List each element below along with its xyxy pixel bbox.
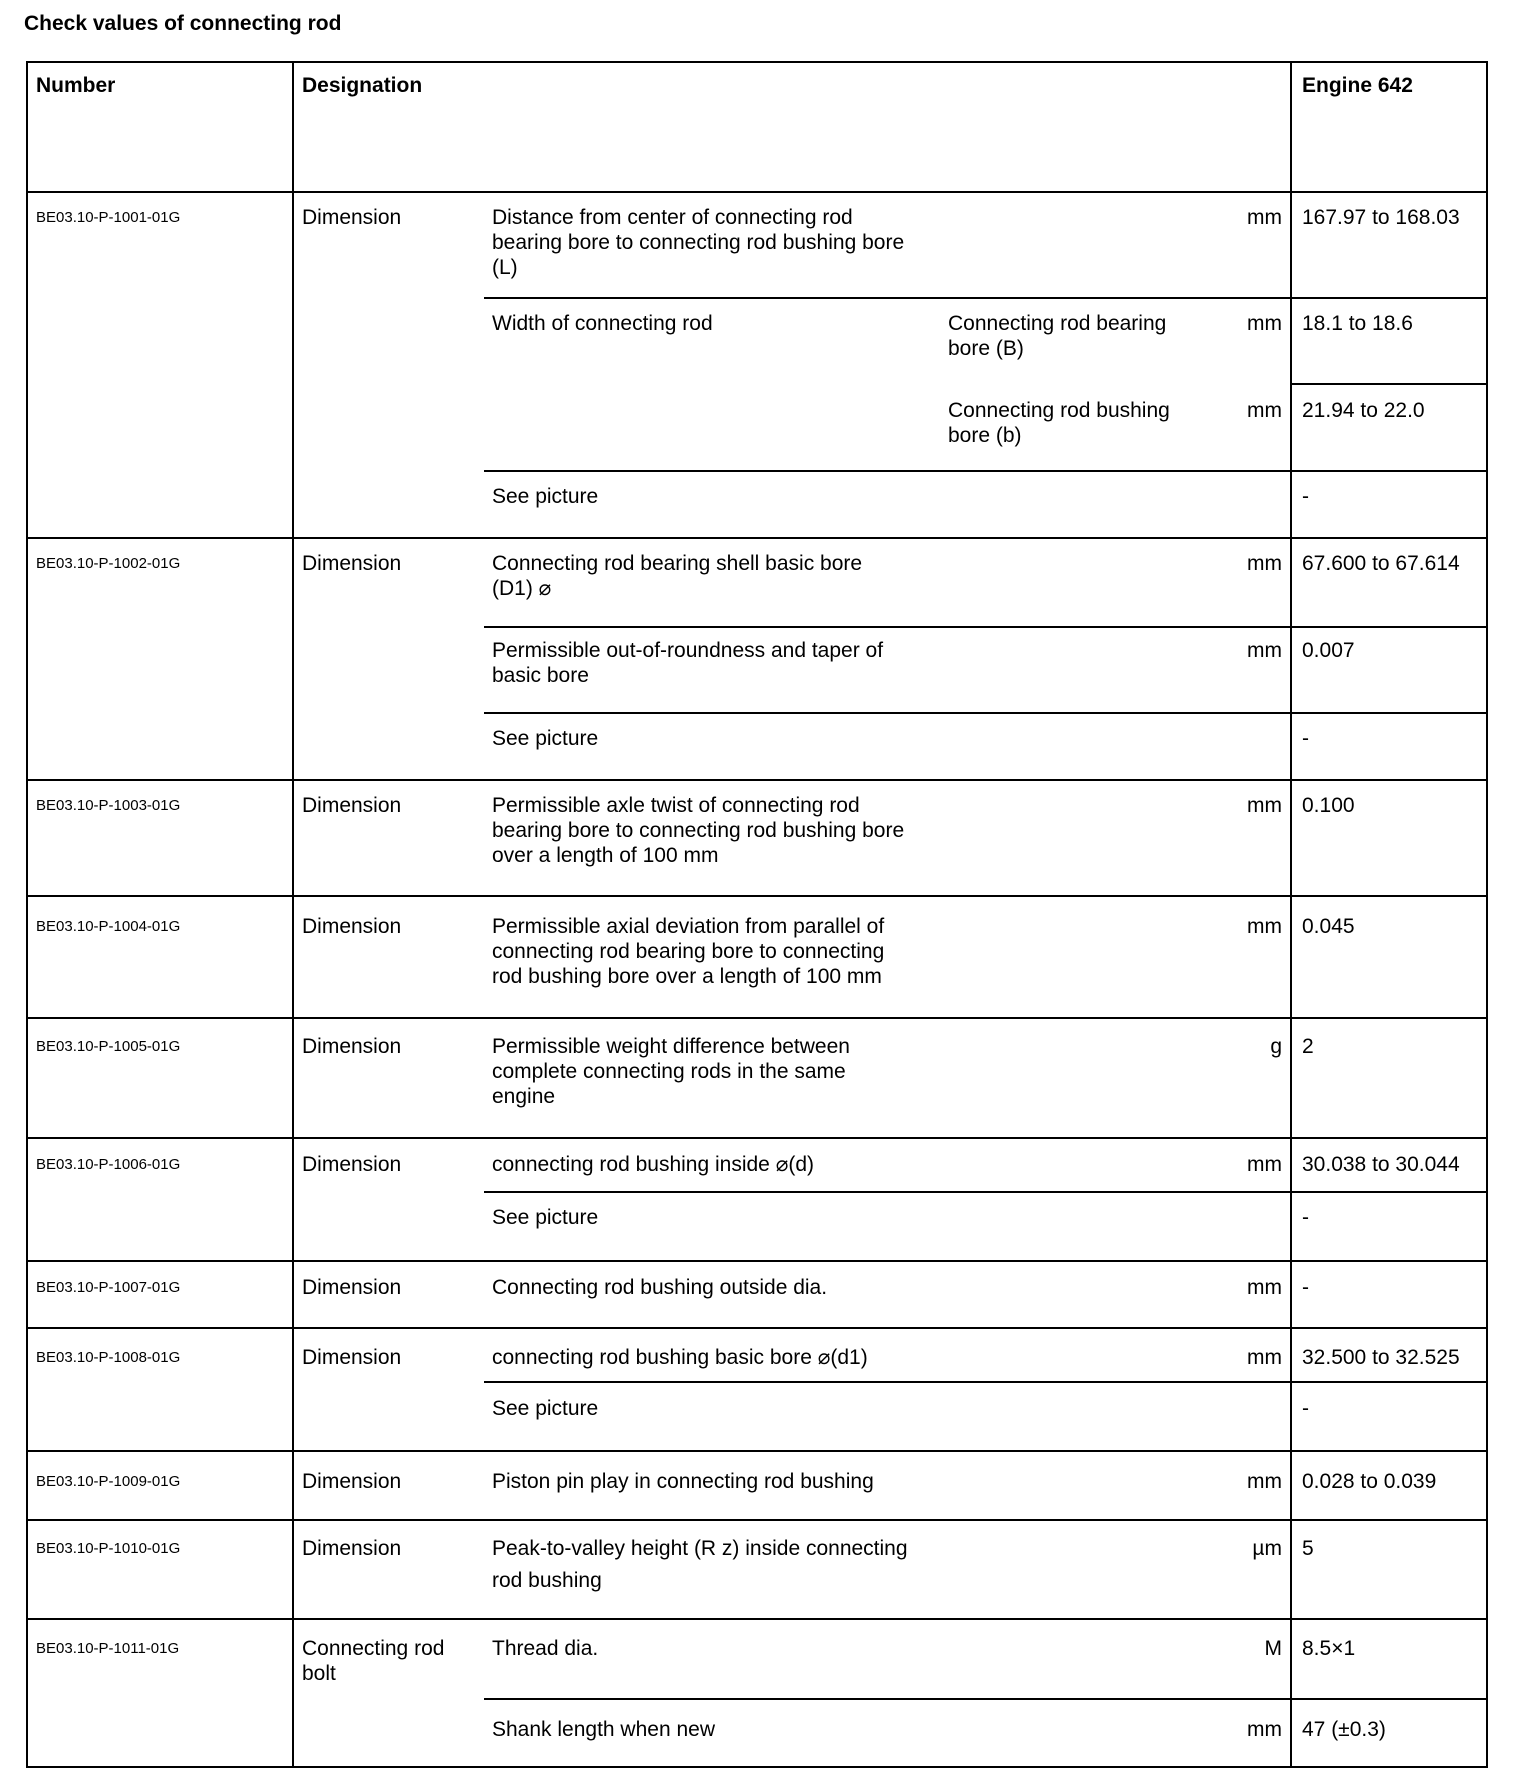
item-description: Connecting rod bushing outside dia. xyxy=(492,1276,828,1299)
item-value: 0.007 xyxy=(1302,639,1355,662)
item-unit: M xyxy=(1264,1637,1282,1660)
item-value: 0.100 xyxy=(1302,794,1355,817)
item-divider xyxy=(484,1698,1488,1700)
item-value: - xyxy=(1302,1276,1309,1299)
row-designation: Dimension xyxy=(302,1470,402,1493)
item-description: Permissible weight difference between xyxy=(492,1035,850,1058)
item-description: (L) xyxy=(492,256,518,279)
item-divider xyxy=(484,626,1488,628)
row-divider xyxy=(28,537,1488,539)
item-divider xyxy=(484,712,1488,714)
item-value: - xyxy=(1302,485,1309,508)
item-unit: mm xyxy=(1247,206,1282,229)
item-value: 18.1 to 18.6 xyxy=(1302,312,1413,335)
item-description: rod bushing xyxy=(492,1569,602,1592)
item-value: 30.038 to 30.044 xyxy=(1302,1153,1460,1176)
row-number: BE03.10-P-1002-01G xyxy=(36,555,181,572)
row-number: BE03.10-P-1003-01G xyxy=(36,797,181,814)
item-description: Shank length when new xyxy=(492,1718,715,1741)
header-number: Number xyxy=(36,74,116,97)
row-divider xyxy=(28,1618,1488,1620)
item-description: See picture xyxy=(492,1397,599,1420)
item-unit: mm xyxy=(1247,1276,1282,1299)
item-unit: µm xyxy=(1252,1537,1282,1560)
row-divider xyxy=(28,191,1488,193)
item-description: See picture xyxy=(492,1206,599,1229)
col-divider xyxy=(292,63,294,1768)
row-number: BE03.10-P-1006-01G xyxy=(36,1156,181,1173)
row-divider xyxy=(28,1327,1488,1329)
row-divider xyxy=(28,1519,1488,1521)
row-designation: Dimension xyxy=(302,206,402,229)
item-subdescription: Connecting rod bushing xyxy=(948,399,1170,422)
item-value: - xyxy=(1302,1206,1309,1229)
item-description: basic bore xyxy=(492,664,589,687)
item-description: See picture xyxy=(492,727,599,750)
row-number: BE03.10-P-1005-01G xyxy=(36,1038,181,1055)
item-unit: mm xyxy=(1247,1346,1282,1369)
row-designation: Dimension xyxy=(302,1035,402,1058)
row-divider xyxy=(28,1137,1488,1139)
item-unit: mm xyxy=(1247,1470,1282,1493)
item-description: rod bushing bore over a length of 100 mm xyxy=(492,965,882,988)
item-value: - xyxy=(1302,727,1309,750)
row-divider xyxy=(28,1260,1488,1262)
item-unit: mm xyxy=(1247,915,1282,938)
item-description: complete connecting rods in the same xyxy=(492,1060,846,1083)
item-unit: mm xyxy=(1247,399,1282,422)
item-divider xyxy=(484,297,1488,299)
item-description: engine xyxy=(492,1085,556,1108)
item-description: Permissible axial deviation from parallel of xyxy=(492,915,885,938)
row-divider xyxy=(28,895,1488,897)
item-subdescription: bore (b) xyxy=(948,424,1022,447)
row-designation: Dimension xyxy=(302,1537,402,1560)
row-number: BE03.10-P-1011-01G xyxy=(36,1640,180,1657)
item-description: over a length of 100 mm xyxy=(492,844,719,867)
item-value: 0.045 xyxy=(1302,915,1355,938)
item-description: Permissible axle twist of connecting rod xyxy=(492,794,860,817)
item-unit: mm xyxy=(1247,1153,1282,1176)
item-description: connecting rod bearing bore to connecting xyxy=(492,940,885,963)
item-value: 5 xyxy=(1302,1537,1314,1560)
item-unit: mm xyxy=(1247,1718,1282,1741)
item-description: bearing bore to connecting rod bushing bore xyxy=(492,819,905,842)
header-engine: Engine 642 xyxy=(1302,74,1413,97)
item-divider xyxy=(484,1381,1488,1383)
page-title: Check values of connecting rod xyxy=(24,12,342,35)
check-values-table xyxy=(26,61,1488,1768)
item-unit: mm xyxy=(1247,639,1282,662)
item-description: Thread dia. xyxy=(492,1637,599,1660)
item-unit: mm xyxy=(1247,312,1282,335)
item-value: 8.5×1 xyxy=(1302,1637,1356,1660)
row-designation: Dimension xyxy=(302,1346,402,1369)
item-value: 67.600 to 67.614 xyxy=(1302,552,1460,575)
item-value: 32.500 to 32.525 xyxy=(1302,1346,1460,1369)
row-number: BE03.10-P-1001-01G xyxy=(36,209,181,226)
item-description: Width of connecting rod xyxy=(492,312,713,335)
row-designation: Connecting rod bolt xyxy=(302,1637,445,1685)
item-unit: mm xyxy=(1247,794,1282,817)
item-subdescription: bore (B) xyxy=(948,337,1024,360)
row-number: BE03.10-P-1004-01G xyxy=(36,918,181,935)
item-description: Connecting rod bearing shell basic bore xyxy=(492,552,863,575)
row-designation: Dimension xyxy=(302,552,402,575)
item-value: 2 xyxy=(1302,1035,1314,1058)
row-number: BE03.10-P-1007-01G xyxy=(36,1279,181,1296)
item-description: Peak-to-valley height (R z) inside connecting xyxy=(492,1537,908,1560)
row-divider xyxy=(28,1017,1488,1019)
item-value: 0.028 to 0.039 xyxy=(1302,1470,1437,1493)
item-value: 21.94 to 22.0 xyxy=(1302,399,1425,422)
item-value: 47 (±0.3) xyxy=(1302,1718,1386,1741)
item-value: - xyxy=(1302,1397,1309,1420)
row-designation: Dimension xyxy=(302,1153,402,1176)
col-divider xyxy=(1290,63,1292,1768)
item-unit: g xyxy=(1270,1035,1282,1058)
header-designation: Designation xyxy=(302,74,423,97)
item-description: connecting rod bushing basic bore ⌀(d1) xyxy=(492,1346,868,1369)
item-description: Distance from center of connecting rod xyxy=(492,206,853,229)
item-description: Piston pin play in connecting rod bushing xyxy=(492,1470,874,1493)
item-description: (D1) ⌀ xyxy=(492,577,552,600)
row-number: BE03.10-P-1008-01G xyxy=(36,1349,181,1366)
row-designation: Dimension xyxy=(302,1276,402,1299)
item-unit: mm xyxy=(1247,552,1282,575)
row-designation: Dimension xyxy=(302,794,402,817)
item-description: Permissible out-of-roundness and taper of xyxy=(492,639,884,662)
row-designation: Dimension xyxy=(302,915,402,938)
item-divider xyxy=(484,1191,1488,1193)
item-description: bearing bore to connecting rod bushing bore xyxy=(492,231,905,254)
row-divider xyxy=(28,1450,1488,1452)
item-value: 167.97 to 168.03 xyxy=(1302,206,1460,229)
row-number: BE03.10-P-1010-01G xyxy=(36,1540,181,1557)
item-description: See picture xyxy=(492,485,599,508)
item-divider xyxy=(484,470,1488,472)
item-divider xyxy=(1290,383,1488,385)
item-description: connecting rod bushing inside ⌀(d) xyxy=(492,1153,815,1176)
item-subdescription: Connecting rod bearing xyxy=(948,312,1167,335)
row-divider xyxy=(28,779,1488,781)
row-number: BE03.10-P-1009-01G xyxy=(36,1473,181,1490)
